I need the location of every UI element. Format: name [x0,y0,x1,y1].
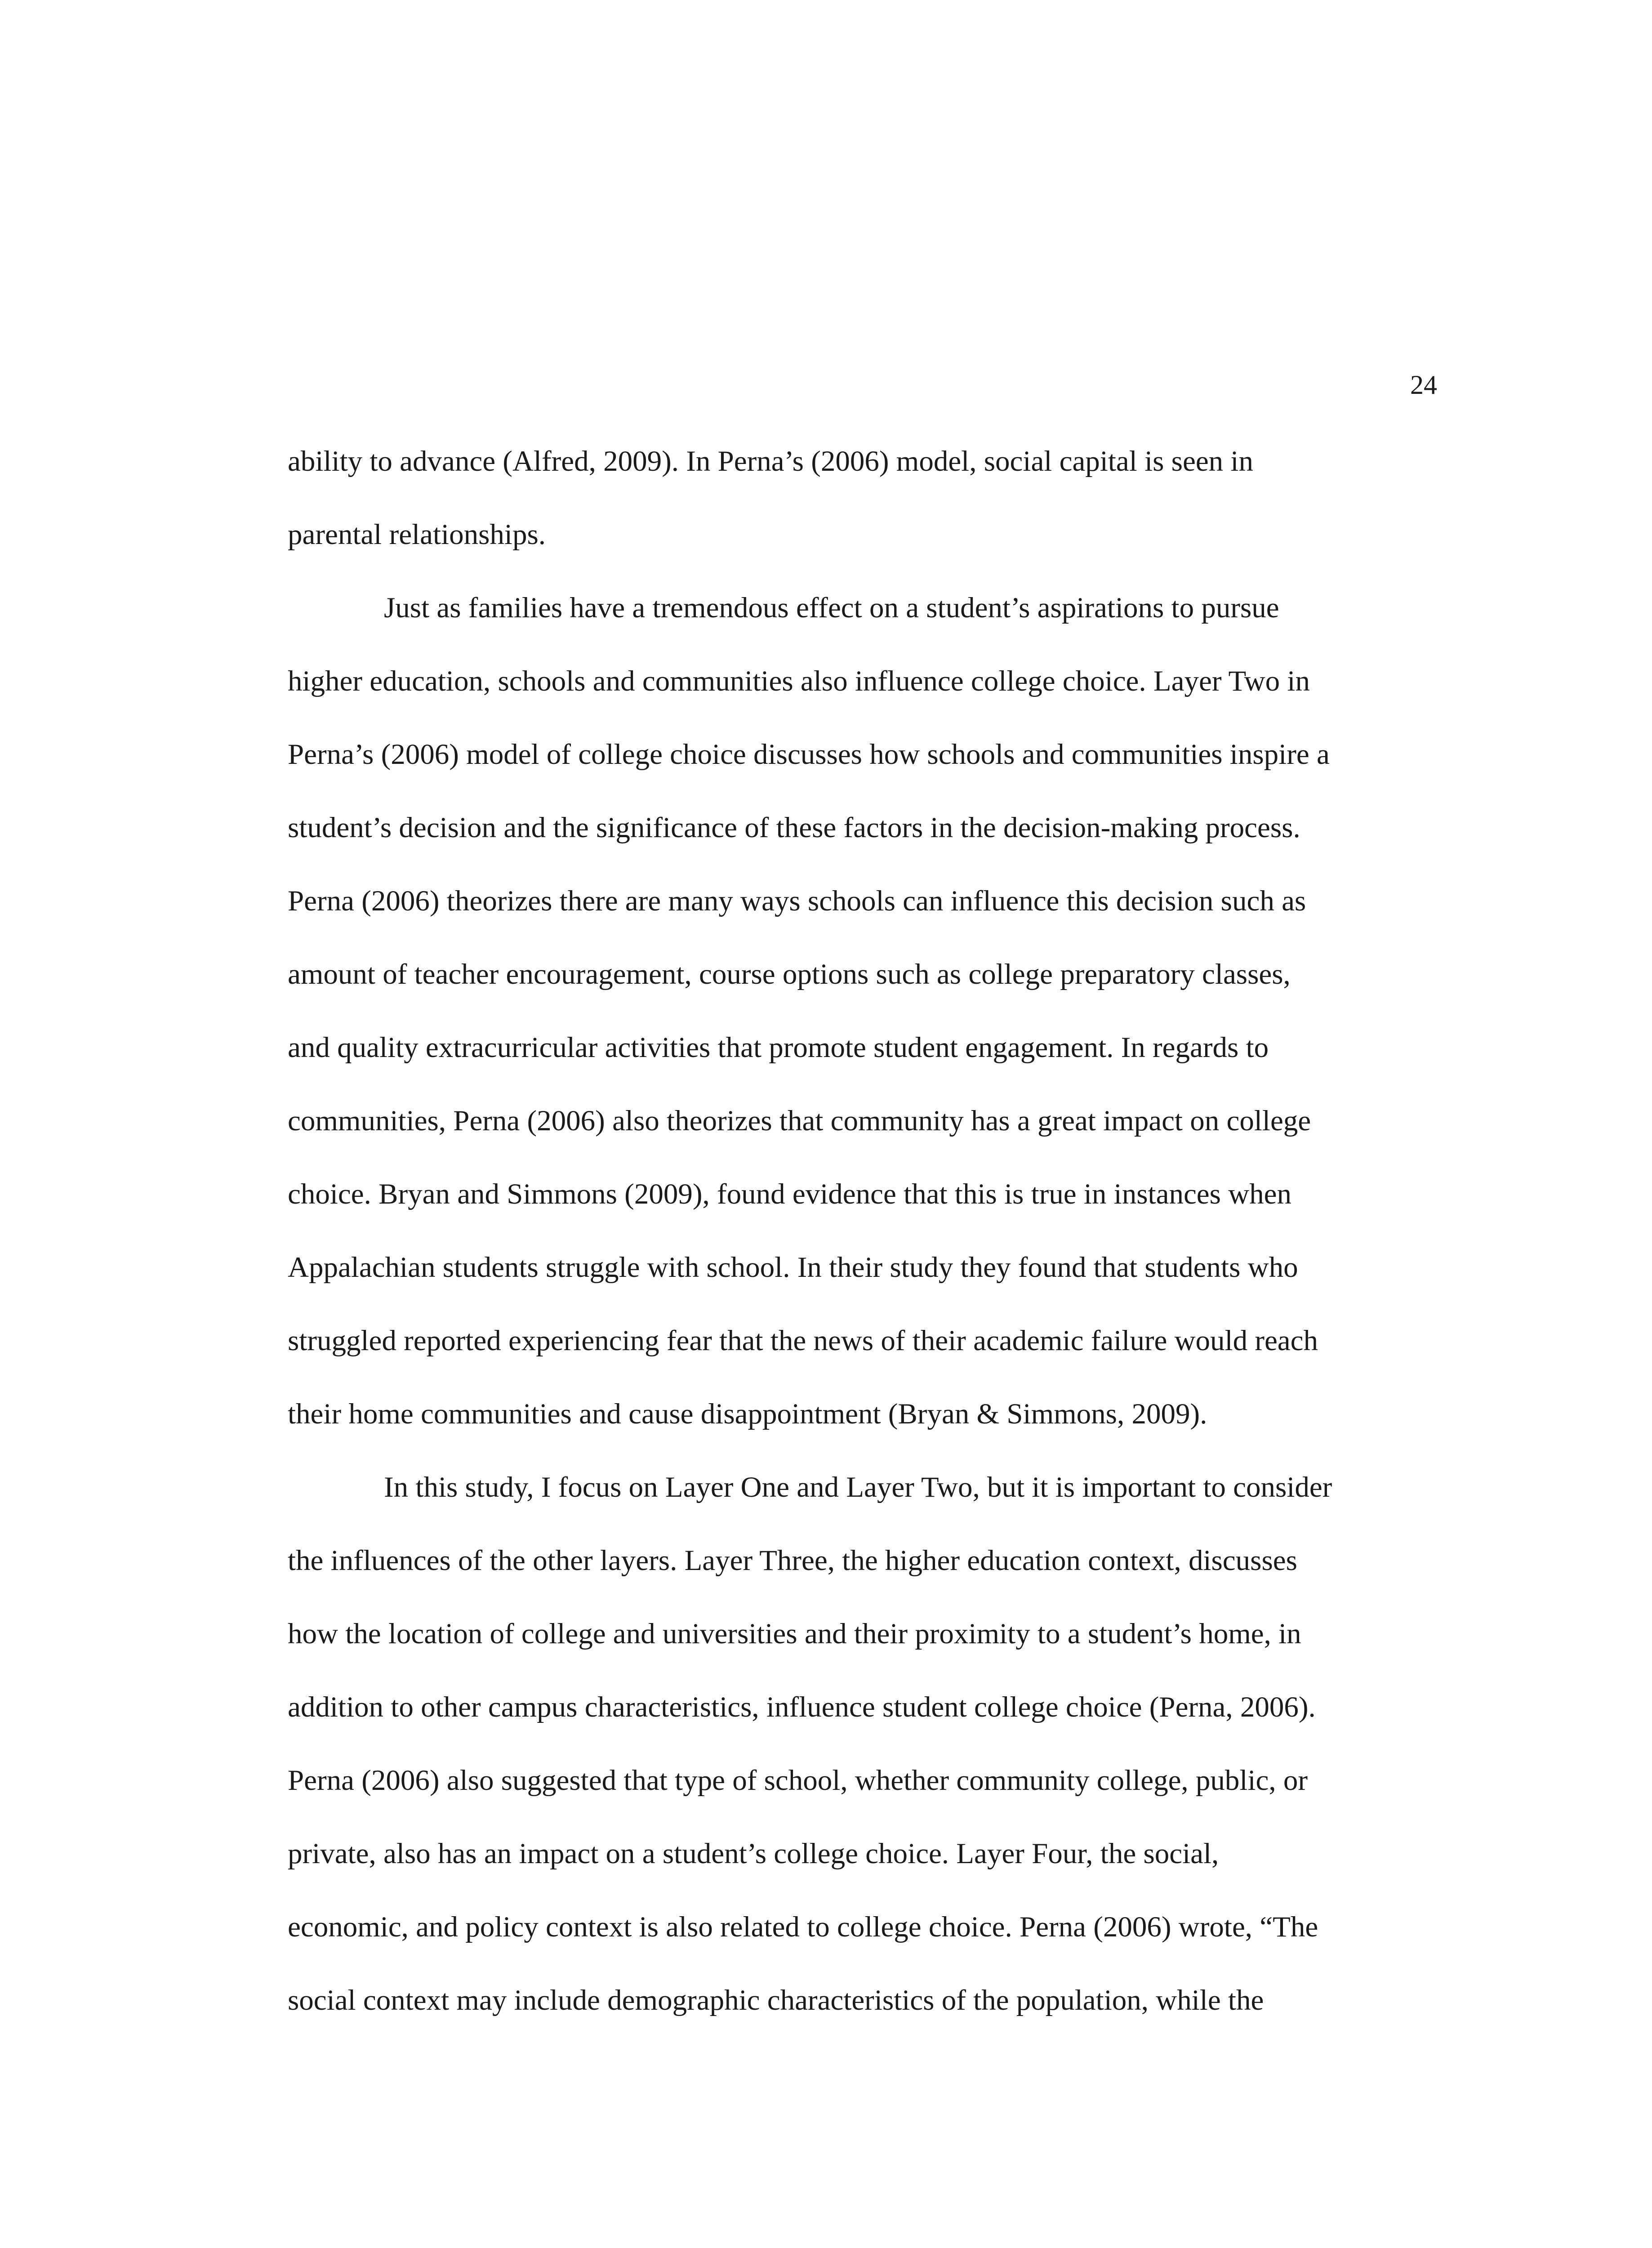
text-line: parental relationships. [288,518,546,551]
text-line: private, also has an impact on a student’s college choice. Layer Four, the social, [288,1838,1219,1870]
text-line: addition to other campus characteristics, influence student college choice (Perna, 2006). [288,1691,1316,1723]
text-line: In this study, I focus on Layer One and Layer Two, but it is important to consider [384,1471,1332,1503]
text-line: Perna (2006) also suggested that type of school, whether community college, public, or [288,1764,1308,1797]
text-line: student’s decision and the significance of these factors in the decision-making process. [288,812,1300,844]
text-line: amount of teacher encouragement, course options such as college preparatory classes, [288,958,1291,990]
text-line: Perna’s (2006) model of college choice discusses how schools and communities inspire a [288,738,1330,771]
text-line: their home communities and cause disappointment (Bryan & Simmons, 2009). [288,1398,1207,1430]
page-number: 24 [1410,370,1437,400]
text-line: ability to advance (Alfred, 2009). In Perna’s (2006) model, social capital is seen in [288,445,1253,477]
text-line: Perna (2006) theorizes there are many ways schools can influence this decision such as [288,885,1306,917]
text-line: economic, and policy context is also related to college choice. Perna (2006) wrote, “The [288,1911,1318,1943]
text-line: Appalachian students struggle with school. In their study they found that students who [288,1251,1298,1284]
text-line: Just as families have a tremendous effect on a student’s aspirations to pursue [384,592,1279,624]
text-line: the influences of the other layers. Layer Three, the higher education context, discusses [288,1544,1297,1577]
text-line: and quality extracurricular activities that promote student engagement. In regards to [288,1031,1269,1064]
text-line: how the location of college and universities and their proximity to a student’s home, in [288,1618,1301,1650]
text-line: social context may include demographic characteristics of the population, while the [288,1984,1264,2016]
text-line: struggled reported experiencing fear that the news of their academic failure would reach [288,1325,1318,1357]
text-line: choice. Bryan and Simmons (2009), found evidence that this is true in instances when [288,1178,1291,1210]
text-line: higher education, schools and communities also influence college choice. Layer Two in [288,665,1310,697]
text-line: communities, Perna (2006) also theorizes that community has a great impact on college [288,1105,1311,1137]
